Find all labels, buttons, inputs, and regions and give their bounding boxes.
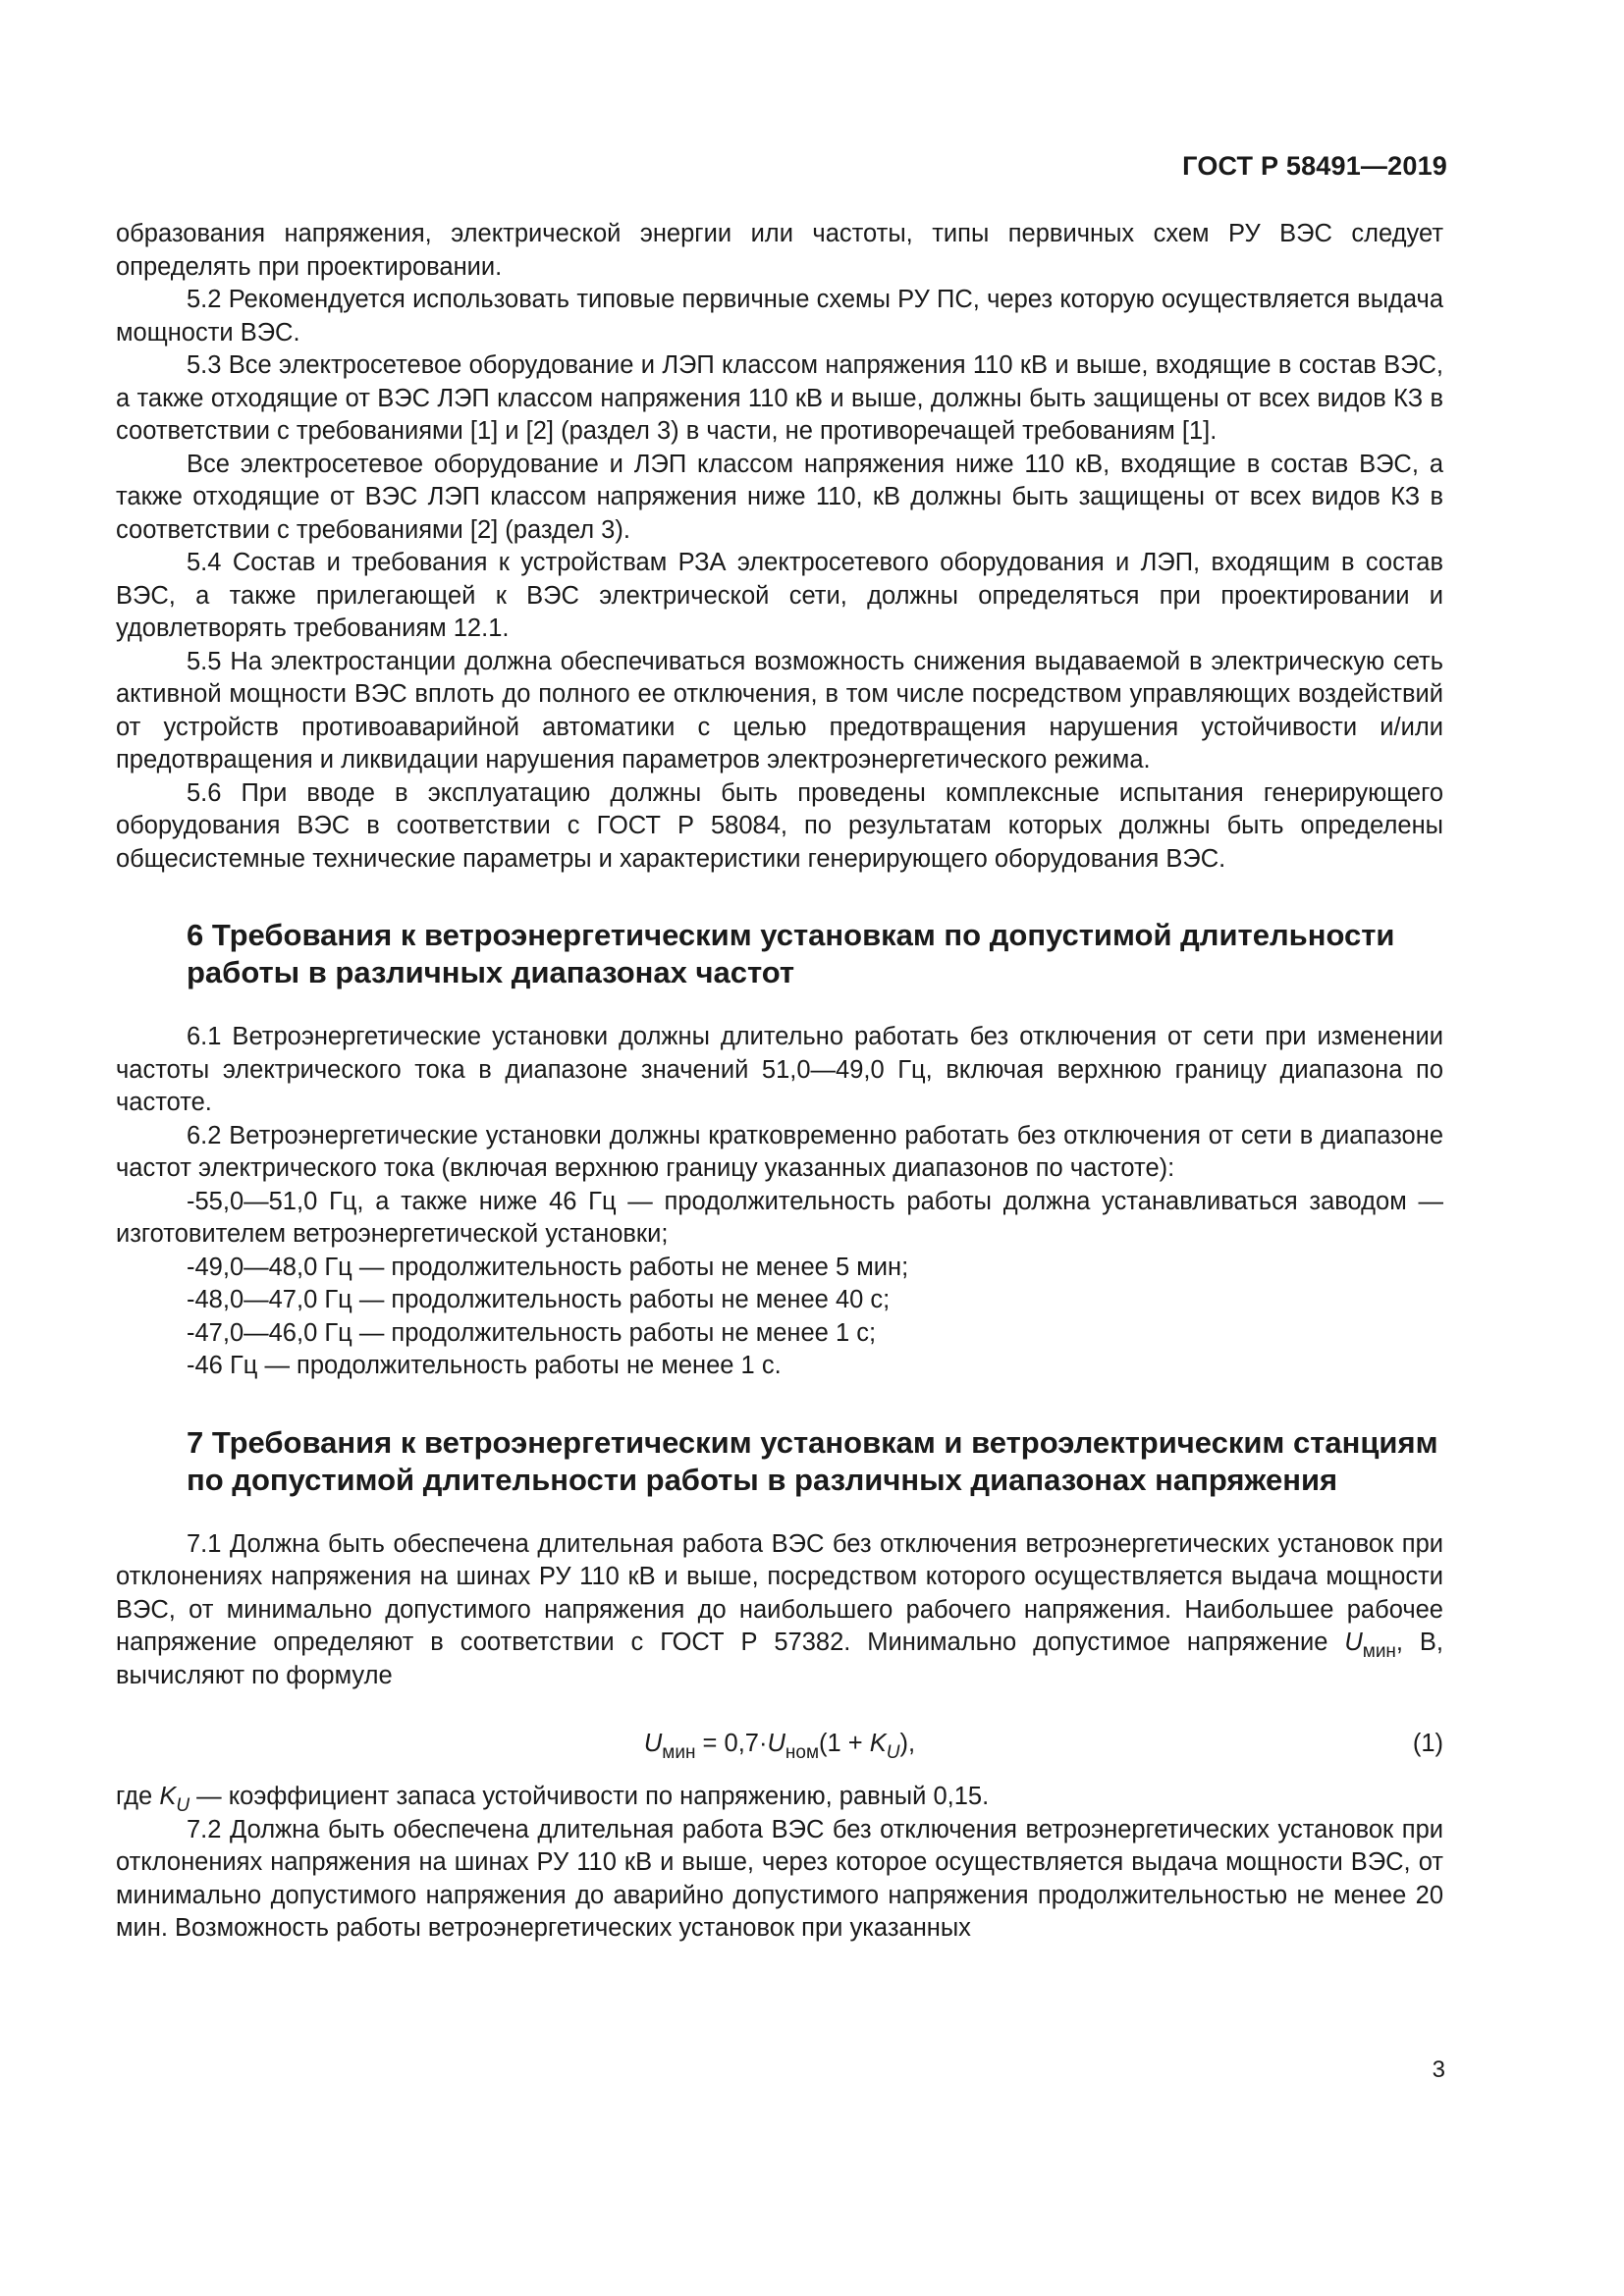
page-number: 3 <box>1432 2056 1445 2083</box>
list-item-text: 48,0—47,0 Гц — продолжительность работы не менее 40 с; <box>194 1286 891 1313</box>
paragraph-7-1-text: 7.1 Должна быть обеспечена длительная работа ВЭС без отключения ветроэнергетических установок при отклонениях напряжения на шинах РУ 110 кВ и выше, посредством которого осуществляется выдача мощности ВЭС, от минимально допустимого напряжения до наибольшего рабочего напряжения. Наибольшее рабочее напряжение определяют в соответствии с ГОСТ Р 57382. Минимально допустимое напряжение <box>116 1529 1443 1656</box>
list-item-text: 55,0—51,0 Гц, а также ниже 46 Гц — продолжительность работы должна устанавливаться заводом — изготовителем ветроэнергетической установки; <box>116 1187 1443 1248</box>
paragraph-5-2: 5.2 Рекомендуется использовать типовые первичные схемы РУ ПС, через которую осуществляется выдача мощности ВЭС. <box>116 286 1443 347</box>
formula-u-min-symbol: U <box>643 1730 663 1757</box>
formula-1-row <box>116 1710 1443 1781</box>
paragraph-5-6: 5.6 При вводе в эксплуатацию должны быть проведены комплексные испытания генерирующего оборудования ВЭС в соответствии с ГОСТ Р 58084, по результатам которых должны быть определены общесистемные технические параметры и характеристики генерирующего оборудования ВЭС. <box>116 778 1443 873</box>
paragraph-5-3: 5.3 Все электросетевое оборудование и ЛЭП классом напряжения 110 кВ и выше, входящие в состав ВЭС, а также отходящие от ВЭС ЛЭП классом напряжения 110 кВ и выше, должны быть защищены от всех видов КЗ в соответствии с требованиями [1] и [2] (раздел 3) в части, не противоречащей требованиям [1]. <box>116 351 1443 445</box>
paragraph-6-1: 6.1 Ветроэнергетические установки должны длительно работать без отключения от сети при изменении частоты электрического тока в диапазоне значений 51,0—49,0 Гц, включая верхнюю границу диапазона по частоте. <box>116 1023 1443 1116</box>
formula-equals: = 0,7· <box>695 1730 768 1757</box>
document-body <box>116 218 1443 1946</box>
section-6-heading: 6 Требования к ветроэнергетическим установкам по допустимой длительности работы в различных диапазонах частот <box>187 918 1395 989</box>
voltage-symbol: U <box>1344 1629 1363 1656</box>
formula-where-clause <box>116 1781 1443 1814</box>
list-dash: - <box>187 1187 195 1215</box>
formula-k-subscript: U <box>886 1742 900 1763</box>
where-k-subscript: U <box>176 1795 190 1816</box>
formula-paren-close: ), <box>899 1730 916 1757</box>
formula-paren-open: (1 + <box>819 1730 870 1757</box>
paragraph-7-2: 7.2 Должна быть обеспечена длительная работа ВЭС без отключения ветроэнергетических установок при отклонениях напряжения на шинах РУ 110 кВ и выше, через которое осуществляется выдача мощности ВЭС, от минимально допустимого напряжения до аварийно допустимого напряжения продолжительностью не менее 20 мин. Возможность работы ветроэнергетических установок при указанных <box>116 1815 1443 1942</box>
list-item <box>116 1317 1443 1351</box>
list-item <box>116 1350 1443 1383</box>
paragraph-5-4: 5.4 Состав и требования к устройствам РЗА электросетевого оборудования и ЛЭП, входящим в состав ВЭС, а также прилегающей к ВЭС электрической сети, должны определяться при проектировании и удовлетворять требованиям 12.1. <box>116 549 1443 642</box>
list-item-text: 46 Гц — продолжительность работы не менее 1 с. <box>194 1352 782 1379</box>
list-dash: - <box>187 1318 195 1347</box>
paragraph-7-1 <box>116 1528 1443 1693</box>
where-definition: — коэффициент запаса устойчивости по напряжению, равный 0,15. <box>189 1783 990 1810</box>
paragraph-5-1-continuation: образования напряжения, электрической энергии или частоты, типы первичных схем РУ ВЭС следует определять при проектировании. <box>116 220 1443 281</box>
list-dash: - <box>187 1253 195 1281</box>
list-item <box>116 1252 1443 1285</box>
list-item <box>116 1284 1443 1317</box>
formula-sub-nom: ном <box>785 1742 820 1763</box>
voltage-subscript: мин <box>1362 1641 1396 1662</box>
paragraph-5-3-b: Все электросетевое оборудование и ЛЭП классом напряжения ниже 110 кВ, входящие в состав ВЭС, а также отходящие от ВЭС ЛЭП классом напряжения ниже 110, кВ должны быть защищены от всех видов КЗ в соответствии с требованиями [2] (раздел 3). <box>116 450 1443 544</box>
paragraph-5-5: 5.5 На электростанции должна обеспечиваться возможность снижения выдаваемой в электрическую сеть активной мощности ВЭС вплоть до полного ее отключения, в том числе посредством управляющих воздействий от устройств противоаварийной автоматики с целью предотвращения нарушения устойчивости и/или предотвращения и ликвидации нарушения параметров электроэнергетического режима. <box>116 647 1443 774</box>
list-dash: - <box>187 1352 195 1379</box>
paragraph-7-1-tail: , В, вычисляют по формуле <box>116 1629 1443 1689</box>
list-item-text: 47,0—46,0 Гц — продолжительность работы не менее 1 с; <box>194 1318 877 1347</box>
formula-sub-min: мин <box>662 1742 696 1763</box>
document-id-header: ГОСТ Р 58491—2019 <box>1182 151 1447 181</box>
where-k-symbol: K <box>159 1783 177 1810</box>
list-item-text: 49,0—48,0 Гц — продолжительность работы не менее 5 мин; <box>194 1253 909 1281</box>
formula-k-symbol: K <box>869 1730 887 1757</box>
formula-number: (1) <box>1412 1730 1443 1757</box>
where-prefix: где <box>116 1783 160 1810</box>
section-7-heading: 7 Требования к ветроэнергетическим установкам и ветроэлектрическим станциям по допустимой длительности работы в различных диапазонах напряжения <box>187 1424 1438 1497</box>
paragraph-6-2: 6.2 Ветроэнергетические установки должны кратковременно работать без отключения от сети в диапазоне частот электрического тока (включая верхнюю границу указанных диапазонов по частоте): <box>116 1121 1443 1182</box>
formula-u-nom-symbol: U <box>767 1730 785 1757</box>
formula-1 <box>116 1728 1443 1761</box>
list-dash: - <box>187 1286 195 1313</box>
list-item <box>116 1186 1443 1252</box>
